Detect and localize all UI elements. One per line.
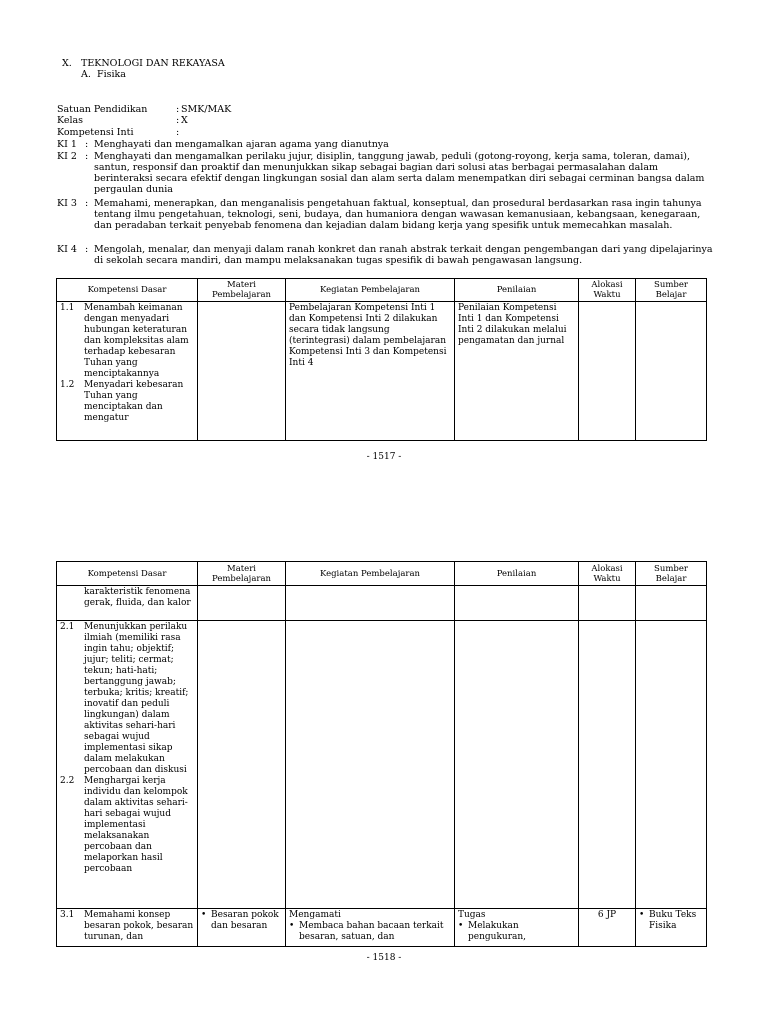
alokasi-cell xyxy=(579,302,636,441)
materi-cell xyxy=(198,621,286,909)
info-colon: : xyxy=(176,104,180,115)
info-colon: : xyxy=(176,127,180,138)
header-materi: Materi Pembelajaran xyxy=(198,562,286,586)
ki-item xyxy=(57,244,717,266)
kd-item xyxy=(60,380,194,424)
alokasi-cell xyxy=(579,586,636,621)
kd-item xyxy=(60,776,194,875)
info-colon: : xyxy=(176,115,180,126)
page-number: - 1517 - xyxy=(366,452,402,462)
penilaian-cell xyxy=(455,909,579,947)
ki-text: Memahami, menerapkan, dan menganalisis pengetahuan faktual, konseptual, dan prosedural berdasarkan rasa ingin tahunya tentang ilmu pengetahuan, teknologi, seni, budaya, dan humaniora dengan wawasan kemanusiaan, kebangsaan, kenegaraan, dan peradaban terkait penyebab fenomena dan kejadian dalam bidang kerja yang spesifik untuk memecahkan masalah. xyxy=(94,198,702,231)
section-number: X. xyxy=(62,58,72,69)
kd-number: 1.2 xyxy=(60,380,75,390)
ki-text: Menghayati dan mengamalkan ajaran agama yang dianutnya xyxy=(94,139,389,150)
sumber-cell xyxy=(636,909,707,947)
kd-number: 2.1 xyxy=(60,622,75,632)
header-penilaian: Penilaian xyxy=(455,279,579,302)
page-number: - 1518 - xyxy=(366,953,402,963)
ki-item xyxy=(57,198,717,242)
kd-cell xyxy=(57,302,198,441)
info-value: SMK/MAK xyxy=(181,104,232,115)
ki-item xyxy=(57,151,717,195)
penilaian-heading: Tugas xyxy=(458,910,486,920)
penilaian-bullet: • Melakukan pengukuran, xyxy=(458,921,575,943)
header-penilaian: Penilaian xyxy=(455,562,579,586)
penilaian-cell xyxy=(455,586,579,621)
ki-colon: : xyxy=(85,244,89,255)
header-kompetensi-dasar: Kompetensi Dasar xyxy=(57,562,198,586)
sumber-cell xyxy=(636,621,707,909)
silabus-table-2 xyxy=(56,561,707,947)
kd-text: Memahami konsep besaran pokok, besaran turunan, dan xyxy=(84,910,194,942)
materi-bullet: • Besaran pokok dan besaran xyxy=(201,910,282,932)
kegiatan-cell: Pembelajaran Kompetensi Inti 1 dan Kompetensi Inti 2 dilakukan secara tidak langsung (terintegrasi) dalam pembelajaran Kompetensi Inti 3 dan Kompetensi Inti 4 xyxy=(286,302,455,441)
materi-cell xyxy=(198,909,286,947)
header-alokasi: Alokasi Waktu xyxy=(579,562,636,586)
kegiatan-cell xyxy=(286,621,455,909)
alokasi-cell xyxy=(579,621,636,909)
sumber-cell xyxy=(636,302,707,441)
alokasi-cell: 6 JP xyxy=(579,909,636,947)
kd-text: Menghargai kerja individu dan kelompok dalam aktivitas sehari-hari sebagai wujud implementasi melaksanakan percobaan dan melaporkan hasil percobaan xyxy=(84,776,188,874)
kd-text: Menyadari kebesaran Tuhan yang menciptakan dan mengatur xyxy=(84,380,184,423)
materi-cell xyxy=(198,302,286,441)
kd-number: 2.2 xyxy=(60,776,75,786)
penilaian-cell: Penilaian Kompetensi Inti 1 dan Kompetensi Inti 2 dilakukan melalui pengamatan dan jurnal xyxy=(455,302,579,441)
kd-number: 3.1 xyxy=(60,910,75,920)
ki-code: KI 2 xyxy=(57,151,77,162)
header-kegiatan: Kegiatan Pembelajaran xyxy=(286,279,455,302)
info-label: Satuan Pendidikan xyxy=(57,104,148,115)
header-alokasi: Alokasi Waktu xyxy=(579,279,636,302)
kegiatan-bullet: • Membaca bahan bacaan terkait besaran, satuan, dan xyxy=(289,921,451,943)
ki-item xyxy=(57,139,717,150)
ki-colon: : xyxy=(85,151,89,162)
kd-continuation: karakteristik fenomena gerak, fluida, dan kalor xyxy=(57,586,198,621)
ki-text: Menghayati dan mengamalkan perilaku jujur, disiplin, tanggung jawab, peduli (gotong-royong, kerja sama, toleran, damai), santun, responsif dan proaktif dan menunjukkan sikap sebagai bagian dari solusi atas berbagai permasalahan dalam berinteraksi secara efektif dengan lingkungan sosial dan alam serta dalam menempatkan diri sebagai cerminan bangsa dalam pergaulan dunia xyxy=(94,151,705,195)
kd-text: Menunjukkan perilaku ilmiah (memiliki rasa ingin tahu; objektif; jujur; teliti; cermat; tekun; hati-hati; bertanggung jawab; terbuka; kritis; kreatif; inovatif dan peduli lingkungan) dalam aktivitas sehari-hari sebagai wujud implementasi sikap dalam melakukan percobaan dan diskusi xyxy=(84,622,189,775)
header-sumber: Sumber Belajar xyxy=(636,562,707,586)
ki-code: KI 4 xyxy=(57,244,77,255)
kd-cell xyxy=(57,909,198,947)
info-value: X xyxy=(181,115,188,126)
header-kegiatan: Kegiatan Pembelajaran xyxy=(286,562,455,586)
subsection-number: A. xyxy=(81,69,91,80)
subsection-title: Fisika xyxy=(97,69,126,80)
sumber-bullet: • Buku Teks Fisika xyxy=(639,910,703,932)
section-title: TEKNOLOGI DAN REKAYASA xyxy=(81,58,225,69)
ki-code: KI 3 xyxy=(57,198,77,209)
info-label: Kompetensi Inti xyxy=(57,127,134,138)
header-kompetensi-dasar: Kompetensi Dasar xyxy=(57,279,198,302)
silabus-table-1 xyxy=(56,278,707,441)
header-sumber: Sumber Belajar xyxy=(636,279,707,302)
ki-code: KI 1 xyxy=(57,139,77,150)
kd-item xyxy=(60,303,194,380)
kegiatan-cell xyxy=(286,586,455,621)
penilaian-cell xyxy=(455,621,579,909)
ki-colon: : xyxy=(85,139,89,150)
kd-item xyxy=(60,622,194,776)
header-materi: Materi Pembelajaran xyxy=(198,279,286,302)
ki-colon: : xyxy=(85,198,89,209)
kd-number: 1.1 xyxy=(60,303,75,313)
sumber-cell xyxy=(636,586,707,621)
kd-item xyxy=(60,910,194,943)
kd-text: Menambah keimanan dengan menyadari hubungan keteraturan dan kompleksitas alam terhadap kebesaran Tuhan yang menciptakannya xyxy=(84,303,189,379)
materi-cell xyxy=(198,586,286,621)
info-label: Kelas xyxy=(57,115,84,126)
kegiatan-cell xyxy=(286,909,455,947)
kegiatan-heading: Mengamati xyxy=(289,910,341,920)
ki-text: Mengolah, menalar, dan menyaji dalam ranah konkret dan ranah abstrak terkait dengan pengembangan dari yang dipelajarinya di sekolah secara mandiri, dan mampu melaksanakan tugas spesifik di bawah pengawasan langsung. xyxy=(94,244,713,266)
kd-cell xyxy=(57,621,198,909)
